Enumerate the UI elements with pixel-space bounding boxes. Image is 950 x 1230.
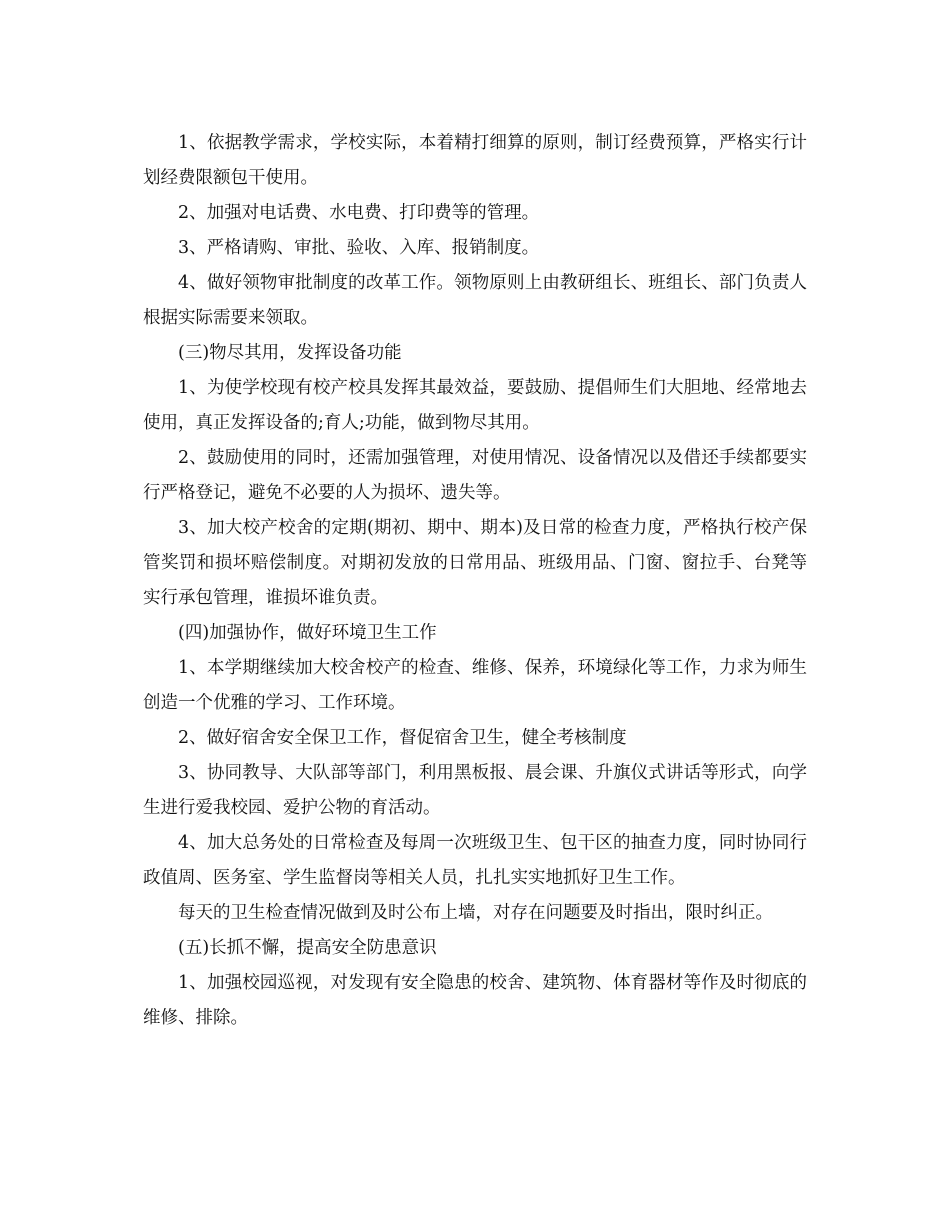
paragraph: 1、依据教学需求，学校实际，本着精打细算的原则，制订经费预算，严格实行计划经费限额包干使用。 — [143, 133, 807, 188]
document-body — [143, 126, 807, 1036]
paragraph: 2、加强对电话费、水电费、打印费等的管理。 — [178, 203, 540, 223]
paragraph: 每天的卫生检查情况做到及时公布上墙，对存在问题要及时指出，限时纠正。 — [178, 903, 773, 923]
section-heading: (五)长抓不懈，提高安全防患意识 — [178, 938, 437, 958]
paragraph: 1、加强校园巡视，对发现有安全隐患的校舍、建筑物、体育器材等作及时彻底的维修、排除。 — [143, 973, 807, 1028]
paragraph: 3、协同教导、大队部等部门，利用黑板报、晨会课、升旗仪式讲话等形式，向学生进行爱我校园、爱护公物的育活动。 — [143, 763, 807, 818]
paragraph: 1、本学期继续加大校舍校产的检查、维修、保养，环境绿化等工作，力求为师生创造一个优雅的学习、工作环境。 — [143, 658, 807, 713]
section-heading: (四)加强协作，做好环境卫生工作 — [178, 623, 437, 643]
paragraph: 2、做好宿舍安全保卫工作，督促宿舍卫生，健全考核制度 — [178, 728, 627, 748]
paragraph: 1、为使学校现有校产校具发挥其最效益，要鼓励、提倡师生们大胆地、经常地去使用，真正发挥设备的;育人;功能，做到物尽其用。 — [143, 378, 807, 433]
paragraph: 4、做好领物审批制度的改革工作。领物原则上由教研组长、班组长、部门负责人根据实际需要来领取。 — [143, 273, 807, 328]
paragraph: 3、严格请购、审批、验收、入库、报销制度。 — [178, 238, 540, 258]
section-heading: (三)物尽其用，发挥设备功能 — [178, 343, 402, 363]
paragraph: 2、鼓励使用的同时，还需加强管理，对使用情况、设备情况以及借还手续都要实行严格登记，避免不必要的人为损坏、遗失等。 — [143, 448, 807, 503]
paragraph: 3、加大校产校舍的定期(期初、期中、期本)及日常的检查力度，严格执行校产保管奖罚和损坏赔偿制度。对期初发放的日常用品、班级用品、门窗、窗拉手、台凳等实行承包管理，谁损坏谁负责。 — [143, 518, 807, 608]
paragraph: 4、加大总务处的日常检查及每周一次班级卫生、包干区的抽查力度，同时协同行政值周、医务室、学生监督岗等相关人员，扎扎实实地抓好卫生工作。 — [143, 833, 807, 888]
